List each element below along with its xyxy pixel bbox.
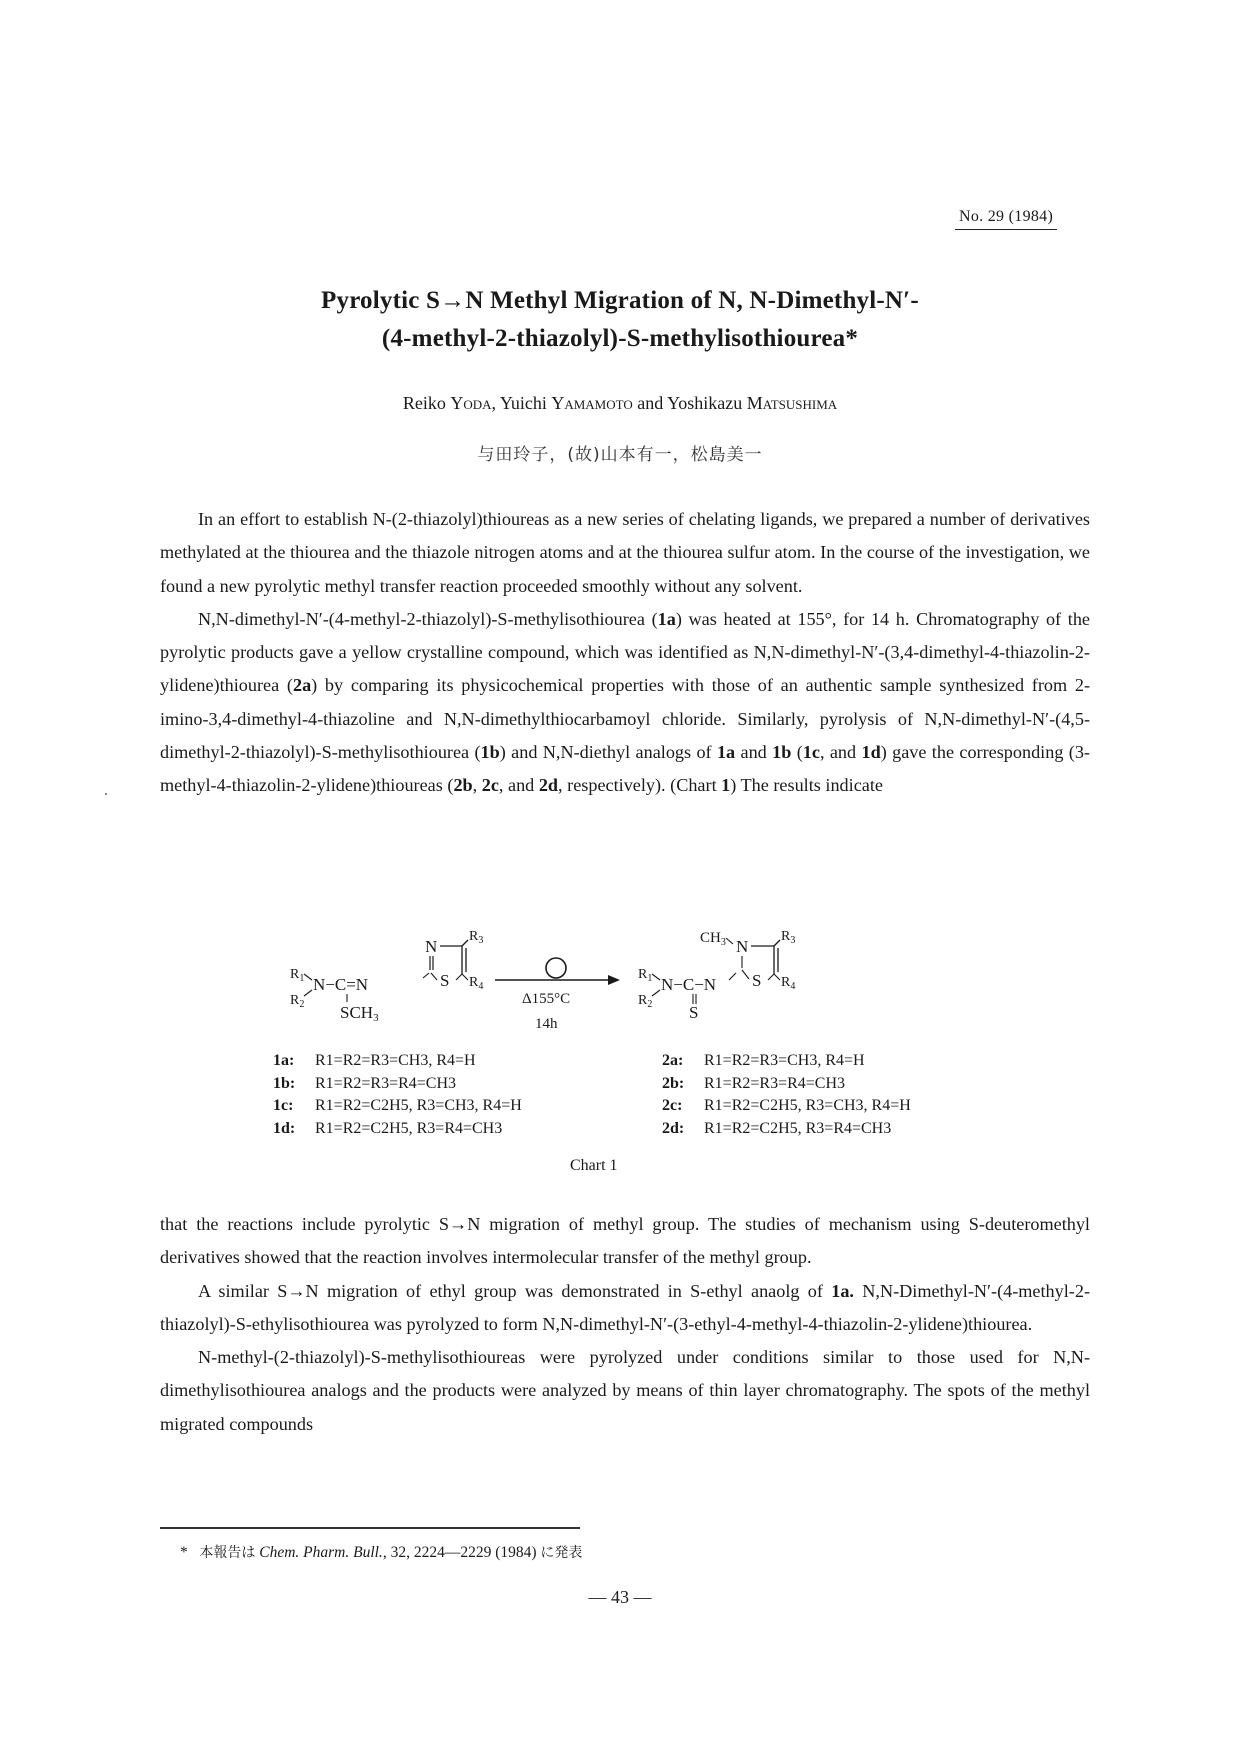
product-definitions	[662, 1050, 911, 1140]
author-list: Reiko Yoda, Yuichi Yamamoto and Yoshikazu Matsushima	[402, 393, 838, 413]
paragraph-5: N-methyl-(2-thiazolyl)-S-methylisothioureas were pyrolyzed under conditions similar to those used for N,N-dimethylisothiourea analogs and the products were analyzed by means of thin layer chromatography. The spots of the methyl migrated compounds	[160, 1347, 1090, 1434]
scan-speck	[105, 793, 107, 795]
svg-text:N−C−N: N−C−N	[661, 975, 717, 994]
svg-text:Δ155°C: Δ155°C	[522, 991, 571, 1007]
title-line-2: (4-methyl-2-thiazolyl)-S-methylisothiourea*	[381, 325, 859, 352]
body-lower	[160, 1208, 1090, 1441]
svg-text:R1: $R_1$	[290, 967, 305, 984]
reactant-row: 1a: R1=R2=R3=CH3, R4=H	[273, 1052, 476, 1069]
footnote-marker: *	[180, 1544, 188, 1561]
product-row: 2d: R1=R2=C2H5, R3=R4=CH3	[662, 1119, 892, 1137]
paragraph-1: In an effort to establish N-(2-thiazolyl)thioureas as a new series of chelating ligands, we prepared a number of derivatives methylated at the thiourea and the thiazole nitrogen atoms and at the thiourea sulfur atom. In the course of the investigation, we found a new pyrolytic methyl transfer reaction proceeded smoothly without any solvent.	[160, 509, 1090, 596]
svg-text:14h: 14h	[535, 1016, 558, 1032]
reactant-definitions	[273, 1050, 522, 1140]
reactant-row: 1d: R1=R2=C2H5, R3=R4=CH3	[273, 1119, 503, 1137]
svg-text:R3: $R_3$	[781, 929, 796, 946]
chart-caption: Chart 1	[570, 1157, 618, 1174]
svg-text:R4: $R_4$	[781, 975, 796, 992]
svg-text:S: S	[752, 971, 762, 990]
svg-text:S: S	[689, 1003, 699, 1022]
svg-text:CH3: $CH_3$	[700, 930, 726, 948]
product-row: 2c: R1=R2=C2H5, R3=CH3, R4=H	[662, 1097, 911, 1114]
journal-name: Chem. Pharm. Bull.	[259, 1544, 383, 1561]
footnote: * 本報告は Chem. Pharm. Bull., 32, 2224—2229 (1984) に発表	[180, 1544, 583, 1561]
paragraph-3: that the reactions include pyrolytic S→N migration of methyl group. The studies of mechanism using S-deuteromethyl derivatives showed that the reaction involves intermolecular transfer of the methyl group.	[160, 1214, 1090, 1268]
author-3-first: Yoshikazu	[667, 393, 743, 413]
page-number: — 43 —	[588, 1587, 652, 1607]
author-list-japanese: 与田玲子，(故)山本有一，松島美一	[477, 445, 763, 465]
body-upper	[160, 503, 1090, 803]
author-2-first: Yuichi	[499, 393, 547, 413]
paper-title	[180, 282, 1060, 358]
paragraph-2: N,N-dimethyl-N′-(4-methyl-2-thiazolyl)-S-methylisothiourea (1a) was heated at 155°, for 14 h. Chromatography of the pyrolytic products gave a yellow crystalline compound, which was identified as N,N-dimethyl-N′-(3,4-dimethyl-4-thiazolin-2-ylidene)thiourea (2a) by comparing its physicochemical properties with those of an authentic sample synthesized from 2-imino-3,4-dimethyl-4-thiazoline and N,N-dimethylthiocarbamoyl chloride. Similarly, pyrolysis of N,N-dimethyl-N′-(4,5-dimethyl-2-thiazolyl)-S-methylisothiourea (1b) and N,N-diethyl analogs of 1a and 1b (1c, and 1d) gave the corresponding (3-methyl-4-thiazolin-2-ylidene)thioureas (2b, 2c, and 2d, respectively). (Chart 1) The results indicate	[160, 608, 1090, 796]
author-1-first: Reiko	[402, 393, 446, 413]
svg-text:R1: $R_1$	[638, 967, 653, 984]
svg-text:N−C=N: N−C=N	[313, 975, 369, 994]
reactant-row: 1b: R1=R2=R3=R4=CH3	[273, 1074, 457, 1092]
reaction-diagram	[290, 928, 990, 1043]
svg-text:R4: $R_4$	[469, 975, 484, 992]
author-1-last: Yoda	[450, 393, 492, 413]
svg-text:SCH3: SCH3	[340, 1003, 379, 1024]
svg-text:R2: $R_2$	[638, 993, 653, 1010]
title-line-1: Pyrolytic S→N Methyl Migration of N, N-Dimethyl-N′-	[321, 287, 919, 314]
svg-text:R3: $R_3$	[469, 929, 484, 946]
issue-number: No. 29 (1984)	[955, 208, 1057, 230]
footnote-divider	[160, 1527, 580, 1529]
svg-text:R2: $R_2$	[290, 993, 305, 1010]
paragraph-4: A similar S→N migration of ethyl group was demonstrated in S-ethyl anaolg of 1a. N,N-Dimethyl-N′-(4-methyl-2-thiazolyl)-S-ethylisothiourea was pyrolyzed to form N,N-dimethyl-N′-(3-ethyl-4-methyl-4-thiazolin-2-ylidene)thiourea.	[160, 1280, 1090, 1334]
author-2-last: Yamamoto	[551, 393, 633, 413]
reactant-row: 1c: R1=R2=C2H5, R3=CH3, R4=H	[273, 1097, 522, 1114]
svg-text:N: N	[736, 937, 749, 956]
svg-text:N: N	[425, 937, 438, 956]
product-row: 2b: R1=R2=R3=R4=CH3	[662, 1074, 846, 1092]
author-conjunction: and	[637, 393, 664, 413]
svg-text:S: S	[440, 971, 450, 990]
product-row: 2a: R1=R2=R3=CH3, R4=H	[662, 1052, 865, 1069]
author-3-last: Matsushima	[746, 393, 838, 413]
